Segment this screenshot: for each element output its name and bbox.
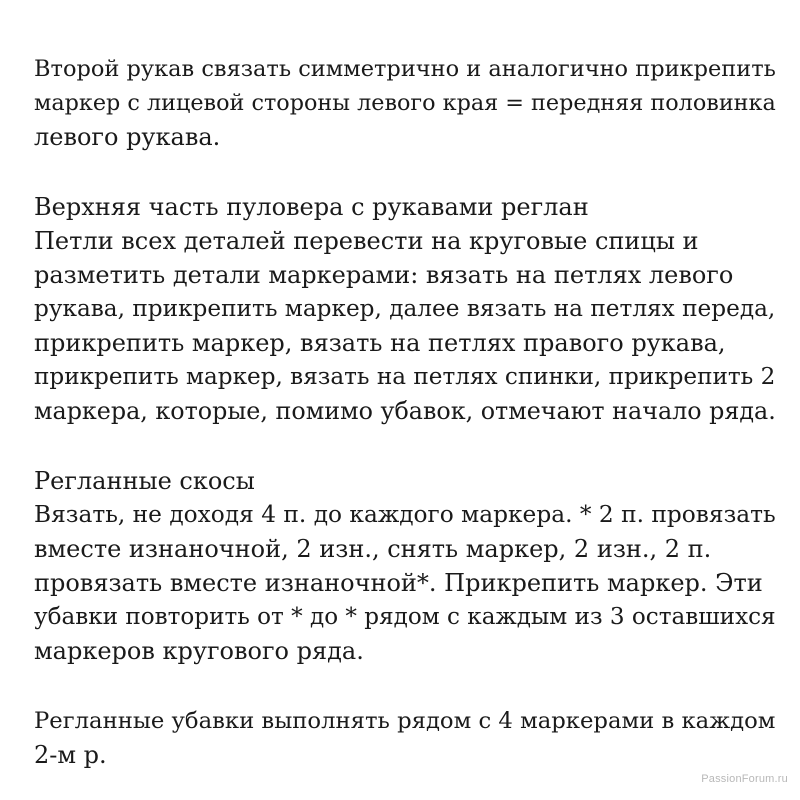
text-line: 2-м р. [34, 741, 107, 769]
text-line: Регланные убавки выполнять рядом с 4 маркерами в каждом [34, 708, 776, 734]
text-line: разметить детали маркерами: вязать на петлях левого [34, 261, 734, 289]
paragraph-raglan-decreases [34, 704, 776, 772]
text-line: вместе изнаночной, 2 изн., снять маркер, 2 изн., 2 п. [34, 535, 712, 563]
paragraph-second-sleeve [34, 52, 776, 154]
text-line: Вязать, не доходя 4 п. до каждого маркера. * 2 п. провязать [34, 501, 776, 528]
paragraph-raglan-top [34, 190, 776, 428]
text-line: Петли всех деталей перевести на круговые спицы и [34, 227, 699, 255]
text-line: прикрепить маркер, вязать на петлях спинки, прикрепить 2 [34, 364, 776, 390]
watermark: PassionForum.ru [701, 773, 788, 785]
paragraph-raglan-slopes [34, 464, 776, 668]
section-heading: Верхняя часть пуловера с рукавами реглан [34, 193, 589, 221]
text-line: убавки повторить от * до * рядом с каждым из 3 оставшихся [34, 604, 776, 630]
text-line: маркер с лицевой стороны левого края = передняя половинка [34, 90, 776, 116]
text-line: прикрепить маркер, вязать на петлях правого рукава, [34, 329, 726, 357]
text-line: маркера, которые, помимо убавок, отмечают начало ряда. [34, 397, 776, 425]
text-line: левого рукава. [34, 123, 221, 151]
text-line: рукава, прикрепить маркер, далее вязать на петлях переда, [34, 295, 776, 322]
text-line: Второй рукав связать симметрично и аналогично прикрепить [34, 56, 776, 82]
text-line: провязать вместе изнаночной*. Прикрепить маркер. Эти [34, 569, 763, 597]
section-heading: Регланные скосы [34, 467, 255, 495]
text-line: маркеров кругового ряда. [34, 637, 364, 665]
